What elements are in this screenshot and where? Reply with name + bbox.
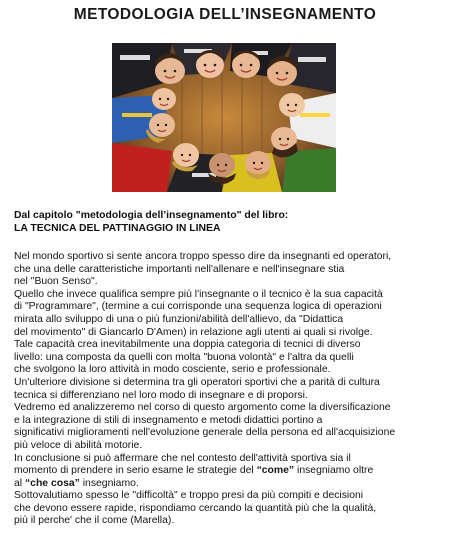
body-line: che devono essere rapide, rispondiamo cercando la quantità più che la qualità, [14,502,377,514]
body-line [14,478,442,491]
body-line: livello: una composta da quelli con molta "buona volontà" e l'altra da quelli [14,351,354,363]
body-line: mirata allo sviluppo di una o più funzioni/abilità dell'allievo, da "Didattica [14,313,344,325]
body-text: momento di prendere in serio esame le strategie del [14,465,257,477]
body-line: Vedremo ed analizzeremo nel corso di questo argomento come la diversificazione [14,402,391,414]
body-line: di "Programmare", (termine a cui corrisponde una sequenza logica di operazioni [14,301,382,313]
body-line: del movimento" di Giancarlo D'Amen) in relazione agli utenti ai quali si rivolge. [14,326,373,338]
body-text: insegniamo oltre [294,465,374,477]
heading-line-2: LA TECNICA DEL PATTINAGGIO IN LINEA [14,223,221,234]
emphasis-che-cosa: “che cosa” [24,477,80,489]
body-line: Quello che invece qualifica sempre più l'insegnante o il tecnico è la sua capacità [14,288,383,300]
heading-line-1: Dal capitolo "metodologia dell’insegnamento" del libro: [14,210,289,221]
article-body [14,251,442,528]
emphasis-come: “come” [256,465,295,477]
body-line: Un'ulteriore divisione si determina tra gli operatori sportivi che a parità di cultura [14,376,380,388]
body-line: significativi miglioramenti nell'evoluzione generale della persona ed all'acquisizione [14,427,396,439]
body-line [14,465,442,478]
body-line: nel "Buon Senso". [14,276,98,288]
body-line: Tale capacità crea inevitabilmente una doppia categoria di tecnici di diverso [14,339,361,351]
body-line: Nel mondo sportivo si sente ancora troppo spesso dire da insegnanti ed operatori, [14,251,392,262]
group-photo [112,43,336,192]
body-line: che svolgono la loro attività in modo cosciente, serio e professionale. [14,364,331,376]
body-line: Sottovalutiamo spesso le "difficoltà" e troppo presi da più compiti e decisioni [14,490,364,502]
body-text: insegniamo. [79,477,139,489]
body-line: più il perche' che il come (Marella). [14,515,175,527]
page-title: METODOLOGIA DELL’INSEGNAMENTO [73,6,377,23]
body-line: che una delle caratteristiche importanti nell'allenare e nell'insegnare stia [14,263,345,275]
body-line: e la integrazione di stili di insegnamento e metodi didattici portino a [14,414,323,426]
body-text: al [14,477,25,489]
body-line: più veloce di abilità motorie. [14,439,143,451]
section-heading [14,209,439,235]
group-photo-skaters-in-circle-icon [112,43,336,192]
body-line: tecnica si differenziano nel loro modo di insegnare e di proporsi. [14,389,308,401]
body-line: In conclusione si può affermare che nel contesto dell'attività sportiva sia il [14,452,351,464]
